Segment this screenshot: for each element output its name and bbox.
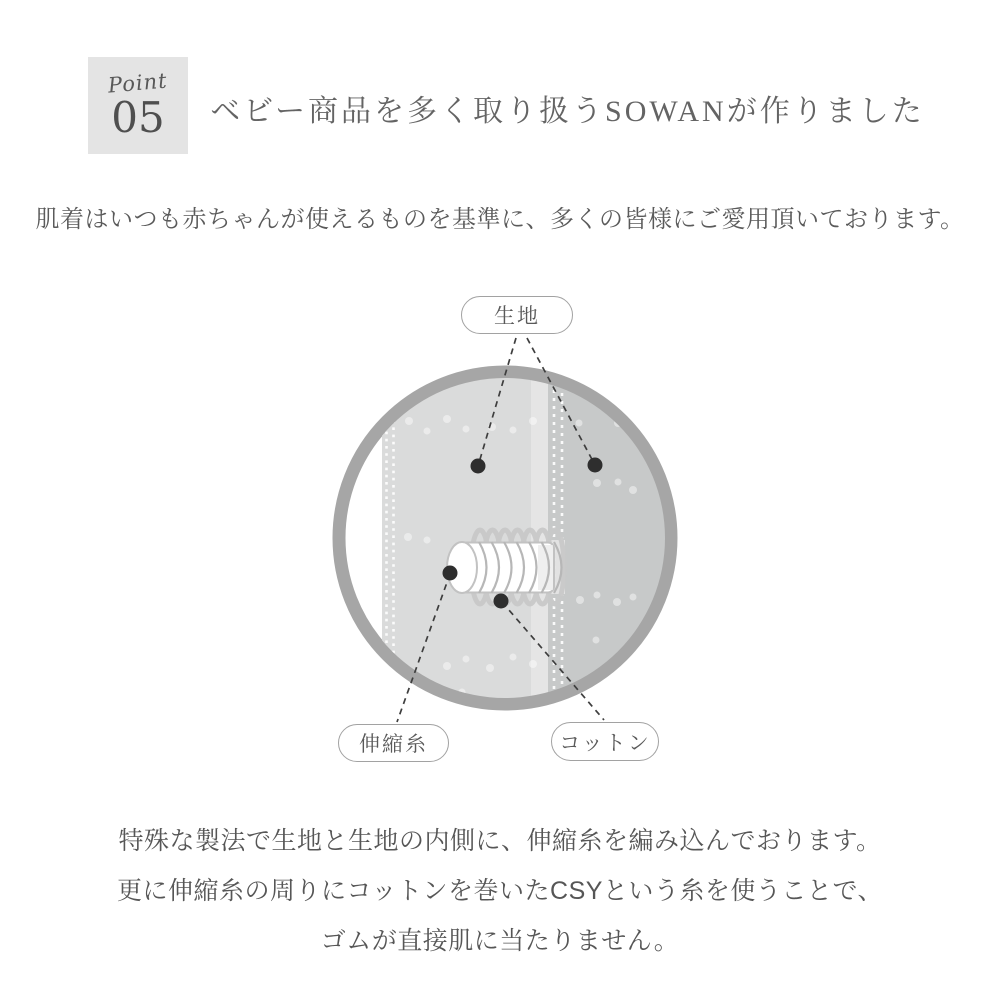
point-badge-number: 05 xyxy=(111,92,165,142)
point-badge-word: Point xyxy=(107,67,169,98)
page-title: ベビー商品を多く取り扱うSOWANが作りました xyxy=(210,95,925,128)
label-stretch-thread-text: 伸縮糸 xyxy=(359,733,428,756)
page-subtitle: 肌着はいつも赤ちゃんが使えるものを基準に、多くの皆様にご愛用頂いております。 xyxy=(35,206,965,233)
fabric-layers xyxy=(382,368,680,710)
footer-copy xyxy=(0,827,1000,977)
footer-line-2: 更に伸縮糸の周りにコットンを巻いたCSYという糸を使うことで、 xyxy=(117,877,883,905)
footer-line-3: ゴムが直接肌に当たりません。 xyxy=(320,927,680,955)
label-cotton-text: コットン xyxy=(559,731,651,755)
label-cotton xyxy=(551,722,659,761)
label-stretch-thread xyxy=(338,724,449,762)
label-fabric xyxy=(461,296,573,334)
label-fabric-text: 生地 xyxy=(494,305,540,328)
footer-line-1: 特殊な製法で生地と生地の内側に、伸縮糸を編み込んでおります。 xyxy=(118,827,882,855)
